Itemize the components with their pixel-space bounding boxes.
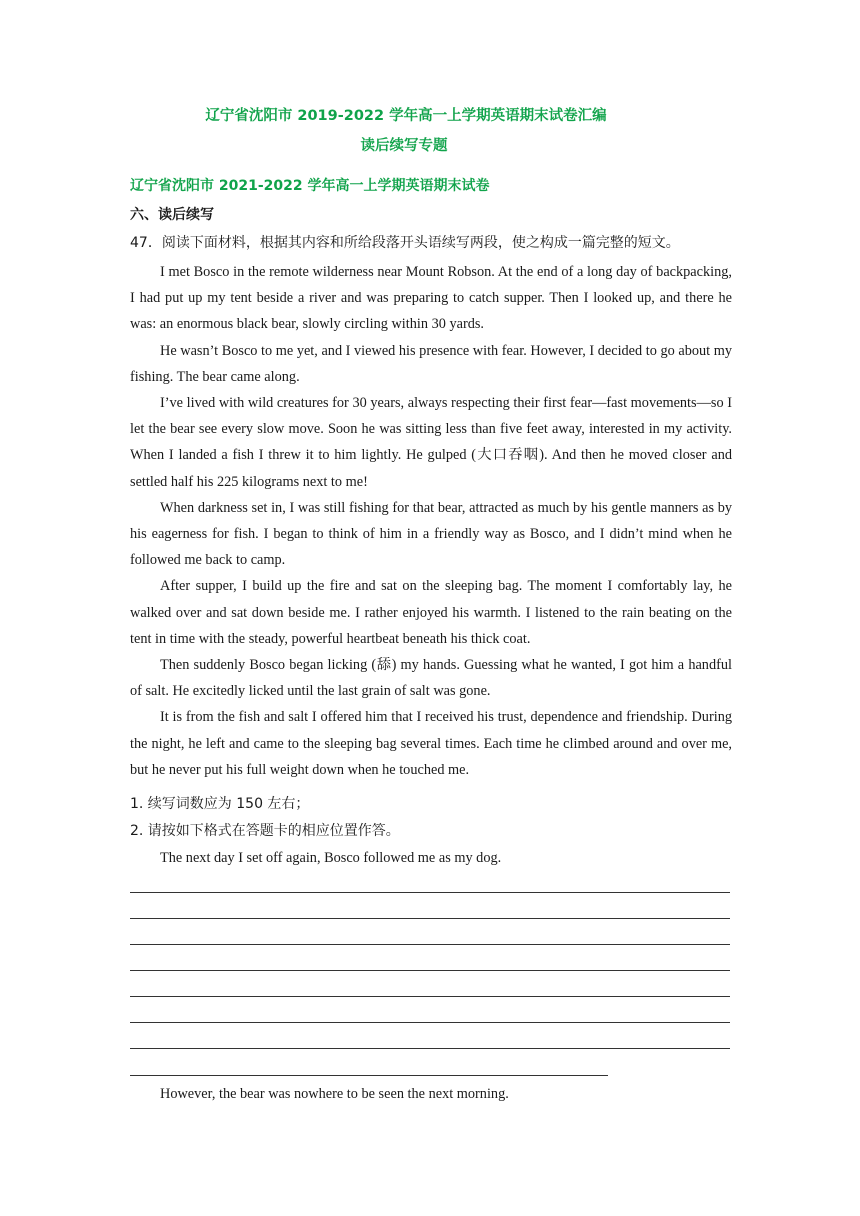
requirement-format: 2. 请按如下格式在答题卡的相应位置作答。 — [130, 823, 400, 839]
passage-paragraph: Then suddenly Bosco began licking (舔) my hands. Guessing what he wanted, I got him a handful of salt. He excitedly licked until the last grain of salt was gone. — [130, 657, 732, 700]
answer-line[interactable] — [130, 1075, 608, 1076]
answer-line[interactable] — [130, 1048, 730, 1049]
reading-passage — [130, 259, 732, 783]
answer-line[interactable] — [130, 944, 730, 945]
exam-title: 辽宁省沈阳市 2021-2022 学年高一上学期英语期末试卷 — [130, 178, 490, 194]
answer-line[interactable] — [130, 970, 730, 971]
passage-paragraph: I’ve lived with wild creatures for 30 years, always respecting their first fear—fast movements—so I let the bear see every slow move. Soon he was sitting less than five feet away, interested in my activity. When I landed a fish I threw it to him lightly. He gulped (大口吞咽). And then he moved closer and settled half his 225 kilograms next to me! — [130, 395, 732, 490]
answer-line[interactable] — [130, 918, 730, 919]
paragraph-opener-1: The next day I set off again, Bosco followed me as my dog. — [160, 850, 502, 866]
requirement-word-count: 1. 续写词数应为 150 左右； — [130, 796, 310, 812]
passage-paragraph: After supper, I build up the fire and sat on the sleeping bag. The moment I comfortably lay, he walked over and sat down beside me. I rather enjoyed his warmth. I listened to the rain beating on the tent in time with the steady, powerful heartbeat beneath his thick coat. — [130, 578, 732, 647]
passage-paragraph: I met Bosco in the remote wilderness near Mount Robson. At the end of a long day of backpacking, I had put up my tent beside a river and was preparing to catch supper. Then I looked up, and there he was: an enormous black bear, slowly circling within 30 yards. — [130, 264, 732, 333]
answer-line[interactable] — [130, 996, 730, 997]
passage-paragraph: When darkness set in, I was still fishing for that bear, attracted as much by his gentle manners as by his eagerness for fish. I began to think of him in a friendly way as Bosco, and I didn’t mind when he followed me back to camp. — [130, 499, 732, 569]
passage-paragraph: He wasn’t Bosco to me yet, and I viewed his presence with fear. However, I decided to go about my fishing. The bear came along. — [130, 342, 732, 385]
answer-line[interactable] — [130, 1022, 730, 1023]
paragraph-opener-2: However, the bear was nowhere to be seen the next morning. — [160, 1086, 509, 1102]
answer-line[interactable] — [130, 892, 730, 893]
passage-paragraph: It is from the fish and salt I offered him that I received his trust, dependence and friendship. During the night, he left and came to the sleeping bag several times. Each time he climbed around and over me, but he never put his full weight down when he touched me. — [130, 709, 732, 778]
section-heading: 六、读后续写 — [130, 207, 214, 223]
topic-subtitle: 读后续写专题 — [360, 138, 448, 154]
question-instruction: 47．阅读下面材料，根据其内容和所给段落开头语续写两段，使之构成一篇完整的短文。 — [130, 235, 680, 251]
compilation-title: 辽宁省沈阳市 2019-2022 学年高一上学期英语期末试卷汇编 — [205, 108, 607, 124]
